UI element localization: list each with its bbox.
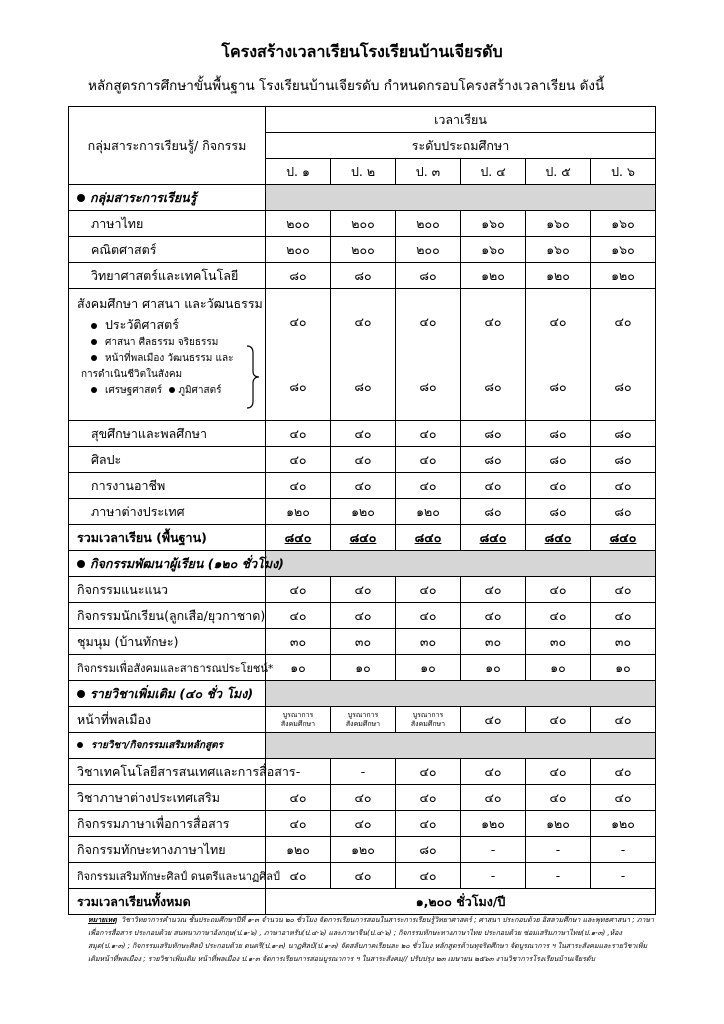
grade-header: ป. ๔ — [461, 159, 526, 185]
value-cell: ๘๐ — [526, 447, 591, 473]
value-cell: ๔๐ — [396, 603, 461, 629]
value-cell: ๒๐๐ — [396, 237, 461, 263]
value-cell: ๔๐ — [396, 577, 461, 603]
row-label: กิจกรรมทักษะทางภาษาไทย — [69, 837, 266, 863]
value-cell: ๒๐๐ — [266, 211, 331, 237]
value-cell: ๔๐ — [331, 447, 396, 473]
section-label: รายวิชาเพิ่มเติม (๔๐ ชั่ว โมง) — [69, 681, 266, 707]
row-label: การงานอาชีพ — [69, 473, 266, 499]
section-label: กลุ่มสาระการเรียนรู้ — [69, 185, 266, 211]
grade-header: ป. ๒ — [331, 159, 396, 185]
value-cell: ๘๐ — [396, 263, 461, 289]
value-cell: ๓๐ — [396, 629, 461, 655]
table-row — [69, 837, 656, 863]
value-cell: ๒๐๐ — [331, 211, 396, 237]
value-cell: ๓๐ — [266, 629, 331, 655]
value-cell: ๘๐ — [526, 499, 591, 525]
grade-header: ป. ๑ — [266, 159, 331, 185]
time-header: เวลาเรียน — [266, 107, 656, 133]
value-cell: ๓๐ — [591, 629, 656, 655]
value-cell: ๑๖๐ — [591, 237, 656, 263]
value-cell: ๔๐ — [526, 473, 591, 499]
value-cell: ๔๐ — [266, 577, 331, 603]
row-label: กิจกรรมเสริมทักษะศิลป์ ดนตรีและนาฏศิลป์ — [69, 863, 266, 889]
section-label: รายวิชา/กิจกรรมเสริมหลักสูตร — [69, 733, 266, 759]
row-label: กิจกรรมเพื่อสังคมและสาธารณประโยชน์* — [69, 655, 266, 681]
value-cell: ๑๒๐ — [526, 263, 591, 289]
value-cell: ๘๔๐ — [266, 525, 331, 551]
row-label: วิทยาศาสตร์และเทคโนโลยี — [69, 263, 266, 289]
value-cell: ๘๐ — [461, 499, 526, 525]
row-label: ชุมนุม (บ้านทักษะ) — [69, 629, 266, 655]
section-row — [69, 733, 656, 759]
value-cell: ๑๐ — [331, 655, 396, 681]
page-subtitle: หลักสูตรการศึกษาขั้นพื้นฐาน โรงเรียนบ้านเจียรดับ กำหนดกรอบโครงสร้างเวลาเรียน ดังนี้ — [88, 78, 605, 94]
value-cell: ๔๐ — [396, 447, 461, 473]
value-cell: ๘๐ — [396, 837, 461, 863]
section-label: กิจกรรมพัฒนาผู้เรียน (๑๒๐ ชั่วโมง) — [69, 551, 266, 577]
grand-total-value: ๑,๒๐๐ ชั่วโมง/ปี — [266, 889, 656, 915]
bullet-icon — [169, 387, 175, 393]
footnote-head: หมายเหตุ — [88, 916, 117, 924]
social-sub-civic: หน้าที่พลเมือง วัฒนธรรม และ — [77, 351, 265, 367]
grand-total-label: รวมเวลาเรียนทั้งหมด — [69, 889, 266, 915]
value-cell: ๔๐ — [591, 785, 656, 811]
bullet-icon — [91, 387, 97, 393]
grade-header: ป. ๕ — [526, 159, 591, 185]
value-cell: ๔๐ — [526, 577, 591, 603]
value-cell: ๑๐ — [526, 655, 591, 681]
table-row — [69, 473, 656, 499]
civic-row: หน้าที่พลเมือง บูรณาการ สังคมศึกษา บูรณาการ สังคมศึกษา บูรณาการ สังคมศึกษา ๔๐ ๔๐ ๔๐ — [69, 707, 656, 733]
value-cell: ๔๐ — [396, 421, 461, 447]
bullet-icon — [91, 323, 97, 329]
table-row — [69, 237, 656, 263]
value-cell: ๑๖๐ — [526, 237, 591, 263]
value-cell: ๔๐ — [331, 811, 396, 837]
row-label: กิจกรรมภาษาเพื่อการสื่อสาร — [69, 811, 266, 837]
value-cell: ๘๔๐ — [526, 525, 591, 551]
value-cell: ๘๔๐ — [331, 525, 396, 551]
value-cell: ๘๔๐ — [461, 525, 526, 551]
value-cell: ๑๒๐ — [461, 811, 526, 837]
time-structure-table — [68, 106, 656, 915]
section-row — [69, 551, 656, 577]
value-cell: ๑๐ — [396, 655, 461, 681]
section-row — [69, 681, 656, 707]
value-cell: ๔๐ — [331, 603, 396, 629]
value-cell: - — [461, 837, 526, 863]
value-cell: ๓๐ — [461, 629, 526, 655]
value-cell: ๑๒๐ — [266, 837, 331, 863]
value-cell: ๔๐ — [266, 603, 331, 629]
value-cell: ๔๐ — [266, 785, 331, 811]
value-cell: ๔๐ — [591, 603, 656, 629]
value-cell: ๑๐ — [591, 655, 656, 681]
social-sub-econ: เศรษฐศาสตร์ ภูมิศาสตร์ — [77, 383, 265, 399]
value-cell: - — [526, 837, 591, 863]
value-cell: ๑๐ — [461, 655, 526, 681]
value-cell: ๔๐ — [331, 473, 396, 499]
table-row — [69, 447, 656, 473]
value-cell: ๔๐ — [331, 785, 396, 811]
value-cell: ๘๐ — [266, 263, 331, 289]
value-cell: ๔๐ — [331, 863, 396, 889]
table-row — [69, 603, 656, 629]
value-cell: ๑๒๐ — [591, 263, 656, 289]
table-row — [69, 655, 656, 681]
bullet-icon — [77, 194, 85, 202]
table-row — [69, 263, 656, 289]
value-cell: ๔๐ — [461, 473, 526, 499]
value-cell: ๘๔๐ — [591, 525, 656, 551]
row-label: กิจกรรมแนะแนว — [69, 577, 266, 603]
footnote-body: วิชาวิทยาการคำนวณ ชั้นประถมศึกษาปีที่ ๑-๓ จำนวน ๒๐ ชั่วโมง จัดการเรียนการสอนในสาระการเรียนรู้วิทยาศาสตร์ ; ศาสนา ประกอบด้วย อิสลามศึกษา และพุทธศาสนา ; ภาษาเพื่อการสื่อสาร ประกอบด้วย สนทนาภาษาอังกฤษ(ป.๑-๖) , ภาษาอาหรับ(ป.๔-๖) และภาษาจีน(ป.๔-๖) ; กิจกรรมทักษะทางภาษาไทย ประกอบด้วย ซ่อมเสริมภาษาไทย(ป.๑-๓) ,ห้องสมุด(ป.๑-๓) ; กิจกรรมเสริมทักษะศิลป์ ประกอบด้วย ดนตรี(ป.๑-๓) นาฏศิลป์(ป.๑-๓) จัดสลับภาคเรียนละ ๒๐ ชั่วโมง หลักสูตรต้านทุจริตศึกษา จัดบูรณาการ ฯ ในสาระสังคมและรายวิชาเพิ่มเติมหน้าที่พลเมือง ; รายวิชาเพิ่มเติม หน้าที่พลเมือง ป.๑-๓ จัดการเรียนการสอนบูรณาการ ฯ ในสาระสังคม// ปรับปรุง ๒๓ เมษายน ๒๕๖๓ งานวิชาการโรงเรียนบ้านเจียรดับ — [88, 916, 654, 963]
section-row — [69, 185, 656, 211]
value-cell: ๔๐ — [461, 759, 526, 785]
value-cell: ๔๐ — [266, 421, 331, 447]
value-cell: ๔๐ — [526, 785, 591, 811]
value-cell: ๑๒๐ — [331, 837, 396, 863]
row-label: วิชาภาษาต่างประเทศเสริม — [69, 785, 266, 811]
value-cell: ๑๖๐ — [526, 211, 591, 237]
value-cell: ๔๐ — [526, 603, 591, 629]
row-label: ภาษาไทย — [69, 211, 266, 237]
value-cell: ๔๐ — [396, 785, 461, 811]
value-cell: ๔๐ — [396, 759, 461, 785]
table-row — [69, 577, 656, 603]
value-cell: ๔๐ — [266, 473, 331, 499]
table-row — [69, 759, 656, 785]
value-cell: ๔๐ — [591, 759, 656, 785]
value-cell: - — [526, 863, 591, 889]
social-sub-religion: ศาสนา ศีลธรรม จริยธรรม — [77, 335, 265, 351]
value-cell: ๔๐ — [591, 577, 656, 603]
value-cell: ๘๐ — [591, 447, 656, 473]
value-cell: ๔๐ — [461, 603, 526, 629]
row-label: หน้าที่พลเมือง — [69, 707, 266, 733]
bullet-icon — [77, 690, 85, 698]
table-row — [69, 629, 656, 655]
value-cell: ๑๖๐ — [461, 237, 526, 263]
value-cell: - — [266, 759, 331, 785]
value-cell: ๑๒๐ — [331, 499, 396, 525]
value-cell: ๔๐ — [461, 785, 526, 811]
row-label: สุขศึกษาและพลศึกษา — [69, 421, 266, 447]
value-cell: ๔๐ — [396, 863, 461, 889]
value-cell: ๔๐ — [266, 863, 331, 889]
brace-icon — [245, 345, 261, 409]
value-cell: ๘๐ — [591, 499, 656, 525]
row-label: วิชาเทคโนโลยีสารสนเทศและการสื่อสาร — [69, 759, 266, 785]
social-title: สังคมศึกษา ศาสนา และวัฒนธรรม — [77, 296, 263, 311]
row-label: กิจกรรมนักเรียน(ลูกเสือ/ยุวกาชาด) — [69, 603, 266, 629]
value-cell: ๓๐ — [331, 629, 396, 655]
social-label-cell — [69, 289, 266, 421]
value-cell: ๘๐ — [526, 421, 591, 447]
value-cell: ๔๐ — [266, 447, 331, 473]
value-cell: - — [331, 759, 396, 785]
footnote — [88, 914, 658, 966]
corner-header: กลุ่มสาระการเรียนรู้/ กิจกรรม — [69, 107, 266, 185]
table-row — [69, 863, 656, 889]
row-label: ศิลปะ — [69, 447, 266, 473]
table-row — [69, 211, 656, 237]
value-cell: - — [591, 863, 656, 889]
bullet-icon — [77, 742, 83, 748]
page-title: โครงสร้างเวลาเรียนโรงเรียนบ้านเจียรดับ — [221, 42, 503, 61]
value-cell: ๔๐ — [396, 811, 461, 837]
row-label: ภาษาต่างประเทศ — [69, 499, 266, 525]
value-cell: - — [591, 837, 656, 863]
row-label: รวมเวลาเรียน (พื้นฐาน) — [69, 525, 266, 551]
value-cell: ๑๒๐ — [461, 263, 526, 289]
value-cell: ๑๖๐ — [461, 211, 526, 237]
value-cell: ๑๒๐ — [266, 499, 331, 525]
social-sub-history: ประวัติศาสตร์ — [77, 315, 265, 335]
value-cell: ๑๒๐ — [396, 499, 461, 525]
value-cell: - — [461, 863, 526, 889]
table-row — [69, 811, 656, 837]
value-cell: ๔๐ — [266, 811, 331, 837]
social-sub-civic-cont: การดำเนินชีวิตในสังคม — [81, 369, 183, 380]
integrated-note: บูรณาการ สังคมศึกษา — [331, 707, 396, 733]
integrated-note: บูรณาการ สังคมศึกษา — [396, 707, 461, 733]
value-cell: ๔๐ — [396, 473, 461, 499]
total-row — [69, 525, 656, 551]
table-row — [69, 421, 656, 447]
value-cell: ๘๔๐ — [396, 525, 461, 551]
value-cell: ๔๐ — [331, 577, 396, 603]
level-header: ระดับประถมศึกษา — [266, 133, 656, 159]
value-cell: ๒๐๐ — [266, 237, 331, 263]
grand-total-row — [69, 889, 656, 915]
value-cell: ๔๐ — [526, 759, 591, 785]
value-cell: ๘๐ — [591, 421, 656, 447]
table-row — [69, 499, 656, 525]
bullet-icon — [91, 355, 97, 361]
value-cell: ๘๐ — [461, 447, 526, 473]
social-row: สังคมศึกษา ศาสนา และวัฒนธรรม ประวัติศาสตร์ ศาสนา ศีลธรรม จริยธรรม หน้าที่พลเมือง วัฒนธรรม และ การดำเนินชีวิตในสังคม เศรษฐศาสตร์ ภูมิศาสตร์ ๔๐ ๘๐ ๔๐ ๘๐ ๔๐ ๘๐ ๔๐ ๘๐ ๔๐ ๘๐ ๔๐ ๘๐ — [69, 289, 656, 421]
value-cell: ๘๐ — [461, 421, 526, 447]
value-cell: ๑๖๐ — [591, 211, 656, 237]
value-cell: ๑๒๐ — [591, 811, 656, 837]
value-cell: ๔๐ — [591, 473, 656, 499]
value-cell: ๔๐ — [461, 577, 526, 603]
bullet-icon — [77, 560, 85, 568]
row-label: คณิตศาสตร์ — [69, 237, 266, 263]
grade-header: ป. ๖ — [591, 159, 656, 185]
value-cell: ๘๐ — [331, 263, 396, 289]
value-cell: ๔๐ — [331, 421, 396, 447]
value-cell: ๒๐๐ — [396, 211, 461, 237]
table-row — [69, 785, 656, 811]
integrated-note: บูรณาการ สังคมศึกษา — [266, 707, 331, 733]
bullet-icon — [91, 339, 97, 345]
value-cell: ๑๒๐ — [526, 811, 591, 837]
value-cell: ๓๐ — [526, 629, 591, 655]
value-cell: ๑๐ — [266, 655, 331, 681]
value-cell: ๒๐๐ — [331, 237, 396, 263]
grade-header: ป. ๓ — [396, 159, 461, 185]
